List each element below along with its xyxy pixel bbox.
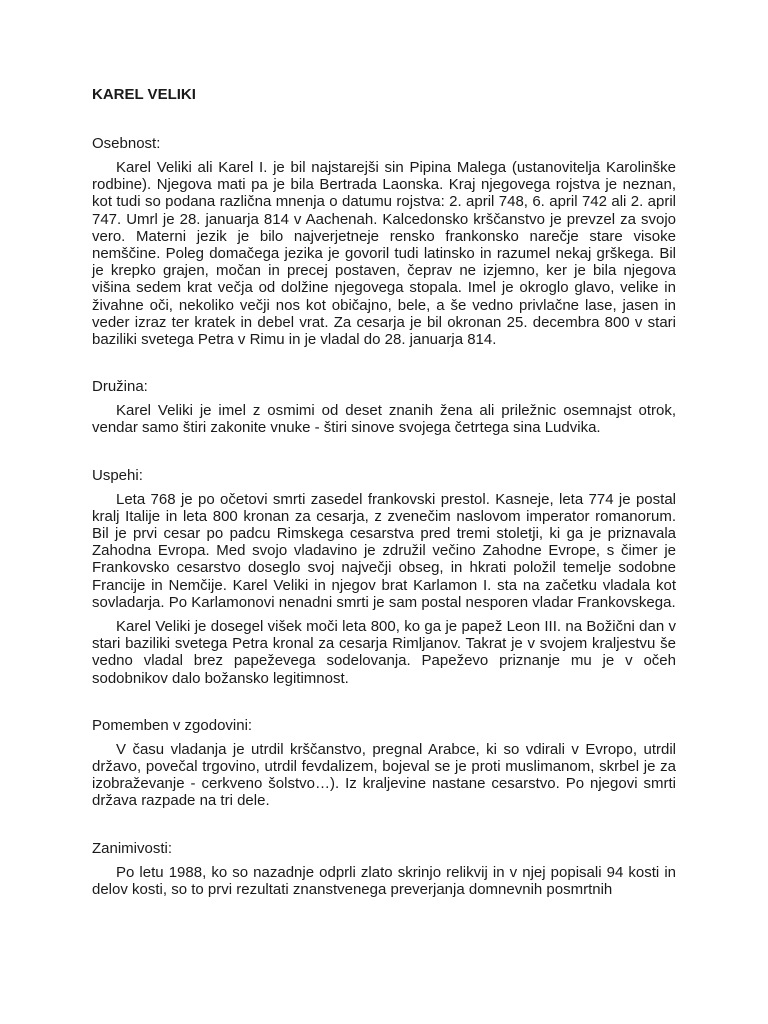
section-gap: [92, 817, 676, 840]
paragraph: V času vladanja je utrdil krščanstvo, pregnal Arabce, ki so vdirali v Evropo, utrdil državo, povečal trgovino, utrdil fevdalizem, bojeval se je proti muslimanom, skrbel je za izobraževanje - cerkveno šolstvo…). Iz kraljevine nastane cesarstvo. Po njegovi smrti država razpade na tri dele.: [92, 740, 676, 810]
section-heading: Družina:: [92, 378, 148, 396]
paragraph: Po letu 1988, ko so nazadnje odprli zlato skrinjo relikvij in v njej popisali 94 kosti in delov kosti, so to prvi rezultati znanstvenega preverjanja domnevnih posmrtnih: [92, 863, 676, 898]
section-osebnost: [92, 135, 676, 348]
paragraph: Karel Veliki je imel z osmimi od deset znanih žena ali priležnic osemnajst otrok, vendar samo štiri zakonite vnuke - štiri sinove svojega četrtega sina Ludvika.: [92, 402, 676, 437]
section-heading: Osebnost:: [92, 135, 161, 152]
section-heading: Zanimivosti:: [92, 839, 173, 857]
section-zanimivosti: [92, 840, 676, 898]
section-heading: Pomemben v zgodovini:: [92, 716, 253, 734]
section-heading: Uspehi:: [92, 466, 143, 484]
paragraph: Leta 768 je po očetovi smrti zasedel frankovski prestol. Kasneje, leta 774 je postal kralj Italije in leta 800 kronan za cesarja, z zvenečim naslovom imperator romanorum. Bil je prvi cesar po padcu Rimskega cesarstva pred tremi stoletji, ki ga je priznavala Zahodna Evropa. Med svojo vladavino je združil večino Zahodne Evrope, s čimer je Frankovsko cesarstvo doseglo svoj največji obseg, in hkrati položil temelje sodobne Francije in Nemčije. Karel Veliki in njegov brat Karlamon I. sta na začetku vladala kot sovladarja. Po Karlamonovi nenadni smrti je sam postal nesporen vladar Frankovskega.: [92, 490, 676, 611]
section-pomemben: [92, 717, 676, 810]
paragraph: Karel Veliki ali Karel I. je bil najstarejši sin Pipina Malega (ustanovitelja Karolinške rodbine). Njegova mati pa je bila Bertrada Laonska. Kraj njegovega rojstva je neznan, kot tudi so podana različna mnenja o datumu rojstva: 2. april 748, 6. april 742 ali 2. april 747. Umrl je 28. januarja 814 v Aachenah. Kalcedonsko krščanstvo je prevzel za svojo vero. Materni jezik je bilo najverjetneje rensko frankonsko narečje stare visoke nemščine. Poleg domačega jezika je govoril tudi latinsko in razumel nekaj grškega. Bil je krepko grajen, močan in precej postaven, čeprav ne izjemno, ker je bila njegova višina sedem krat večja od dolžine njegovega stopala. Imel je okroglo glavo, velike in živahne oči, nekoliko večji nos kot običajno, bele, a še vedno privlačne lase, jasen in veder izraz ter kratek in debel vrat. Za cesarja je bil okronan 25. decembra 800 v stari baziliki svetega Petra v Rimu in je vladal do 28. januarja 814.: [92, 159, 676, 349]
section-druzina: [92, 378, 676, 436]
section-gap: [92, 444, 676, 467]
section-gap: [92, 694, 676, 717]
document-title: KAREL VELIKI: [92, 86, 196, 103]
section-uspehi: [92, 467, 676, 687]
paragraph: Karel Veliki je dosegel višek moči leta 800, ko ga je papež Leon III. na Božični dan v stari baziliki svetega Petra kronal za cesarja Rimljanov. Takrat je v svojem kraljestvu še vedno vladal brez papeževega sodelovanja. Papeževo priznanje mu je v očeh sodobnikov dalo božansko legitimnost.: [92, 618, 676, 687]
section-gap: [92, 355, 676, 378]
